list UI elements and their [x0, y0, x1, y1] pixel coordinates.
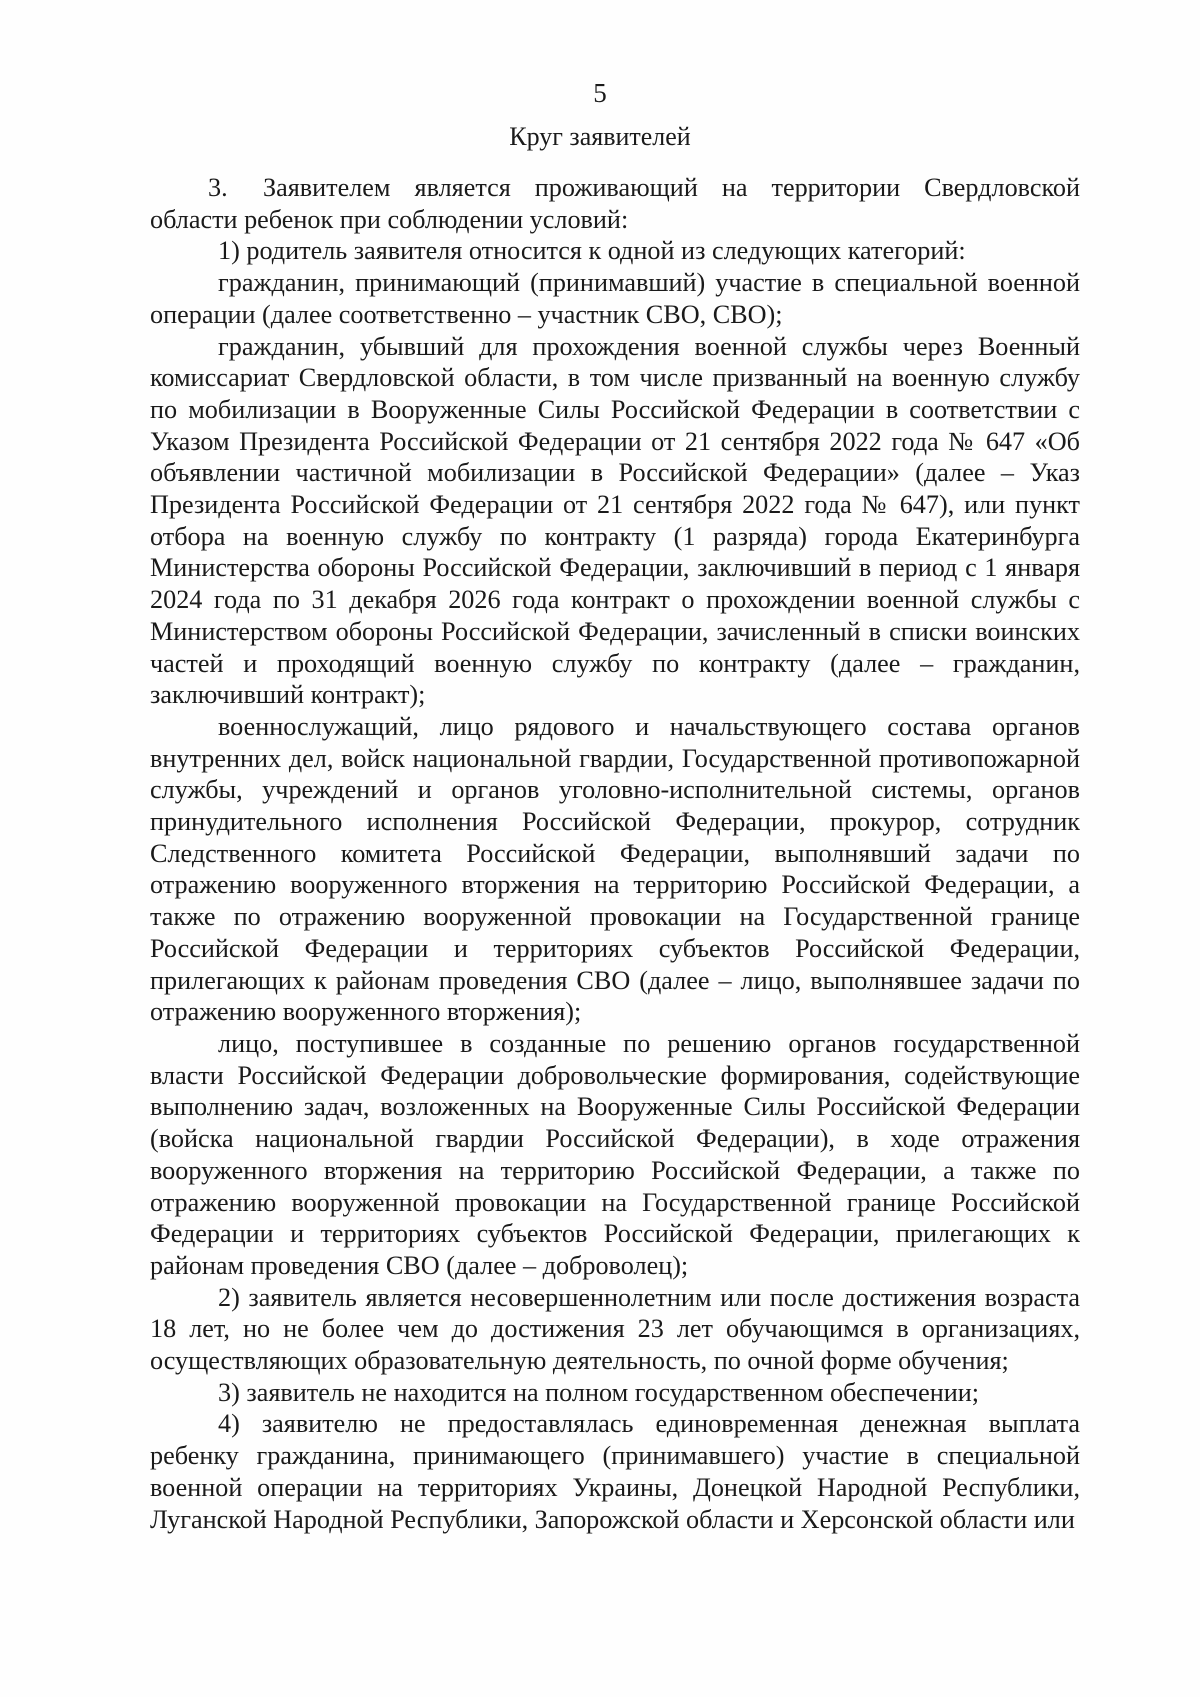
paragraph-category-contract: гражданин, убывший для прохождения военной службы через Военный комиссариат Свердловской области, в том числе призванный на военную службу по мобилизации в Вооруженные Силы Российской Федерации в соответствии с Указом Президента Российской Федерации от 21 сентября 2022 года № 647 «Об объявлении частичной мобилизации в Российской Федерации» (далее – Указ Президента Российской Федерации от 21 сентября 2022 года № 647), или пункт отбора на военную службу по контракту (1 разряда) города Екатеринбурга Министерства обороны Российской Федерации, заключивший в период с 1 января 2024 года по 31 декабря 2026 года контракт о прохождении военной службы с Министерством обороны Российской Федерации, зачисленный в списки воинских частей и проходящий военную службу по контракту (далее – гражданин, заключивший контракт); — [150, 331, 1080, 710]
paragraph-category-participant: гражданин, принимающий (принимавший) участие в специальной военной операции (далее соответственно – участник СВО, СВО); — [150, 268, 1080, 329]
paragraph-category-serviceman: военнослужащий, лицо рядового и начальствующего состава органов внутренних дел, войск национальной гвардии, Государственной противопожарной службы, учреждений и органов уголовно-исполнительной системы, органов принудительного исполнения Российской Федерации, прокурор, сотрудник Следственного комитета Российской Федерации, выполнявший задачи по отражению вооруженного вторжения на территорию Российской Федерации, а также по отражению вооруженной провокации на Государственной границе Российской Федерации и территориях субъектов Российской Федерации, прилегающих к районам проведения СВО (далее – лицо, выполнявшее задачи по отражению вооруженного вторжения); — [150, 711, 1080, 1027]
paragraph-text: Заявителем является проживающий на территории Свердловской области ребенок при соблюдении условий: — [150, 173, 1080, 234]
paragraph-condition-2: 2) заявитель является несовершеннолетним или после достижения возраста 18 лет, но не более чем до достижения 23 лет обучающимся в организациях, осуществляющих образовательную деятельность, по очной форме обучения; — [150, 1282, 1080, 1376]
section-title: Круг заявителей — [509, 122, 691, 151]
paragraph-condition-1: 1) родитель заявителя относится к одной из следующих категорий: — [218, 236, 966, 266]
page-number: 5 — [593, 78, 607, 108]
paragraph-condition-3: 3) заявитель не находится на полном государственном обеспечении; — [218, 1377, 980, 1407]
paragraph-category-volunteer: лицо, поступившее в созданные по решению органов государственной власти Российской Федерации добровольческие формирования, содействующие выполнению задач, возложенных на Вооруженные Силы Российской Федерации (войска национальной гвардии Российской Федерации), в ходе отражения вооруженного вторжения на территорию Российской Федерации, а также по отражению вооруженной провокации на Государственной границе Российской Федерации и территориях субъектов Российской Федерации, прилегающих к районам проведения СВО (далее – доброволец); — [150, 1028, 1080, 1280]
paragraph-condition-4: 4) заявителю не предоставлялась единовременная денежная выплата ребенку гражданина, принимающего (принимавшего) участие в специальной военной операции на территориях Украины, Донецкой Народной Республики, Луганской Народной Республики, Запорожской области и Херсонской области или — [150, 1409, 1080, 1534]
item-number: 3. — [208, 173, 228, 202]
paragraph-item-3 — [150, 172, 1080, 235]
document-body — [150, 172, 1080, 1535]
